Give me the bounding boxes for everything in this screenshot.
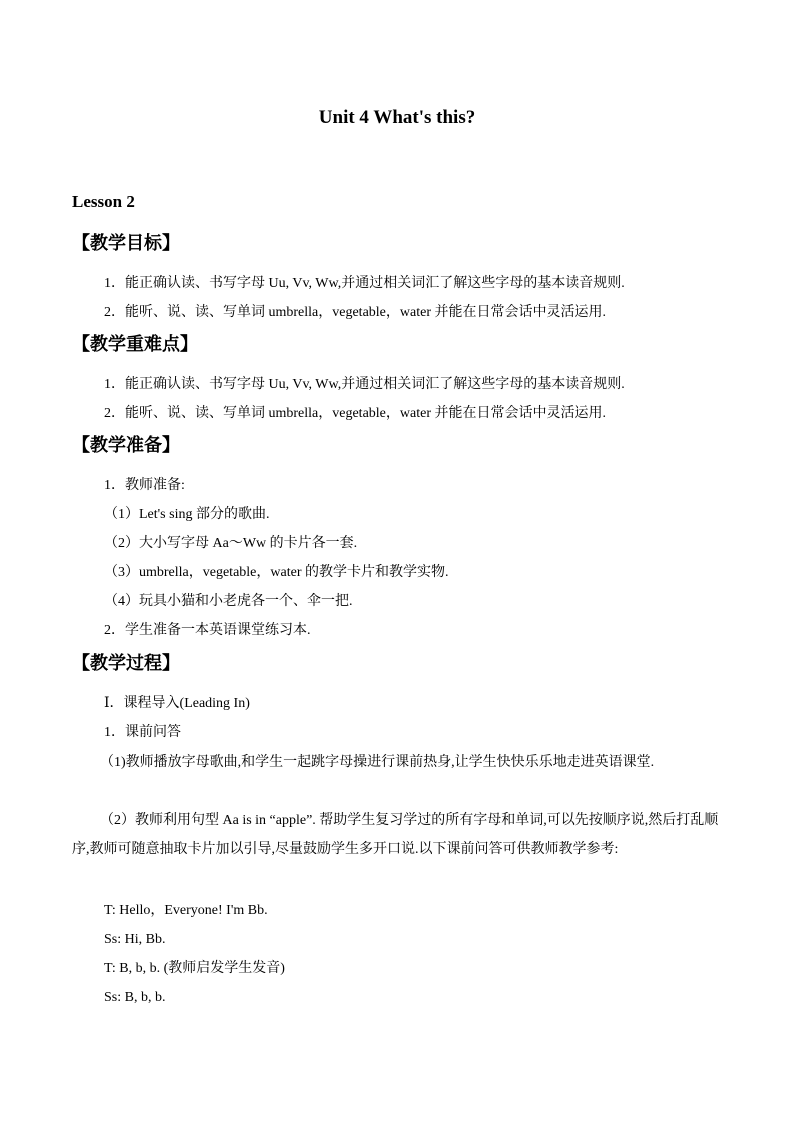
process-paragraph-2: （2）教师利用句型 Aa is in “apple”. 帮助学生复习学过的所有字母和单词,可以先按顺序说,然后打乱顺序,教师可随意抽取卡片加以引导,尽量鼓励学生多开口说.以下课前问答可供教师教学参考:: [72, 813, 719, 857]
dialogue-line-2: Ss: Hi, Bb.: [104, 932, 166, 947]
preparation-item-5: （4）玩具小猫和小老虎各一个、伞一把.: [104, 594, 353, 609]
objectives-heading: 【教学目标】: [72, 233, 180, 254]
preparation-heading: 【教学准备】: [72, 435, 180, 456]
dialogue-line-1: T: Hello，Everyone! I'm Bb.: [104, 903, 268, 918]
preparation-item-4: （3）umbrella，vegetable，water 的教学卡片和教学实物.: [104, 565, 449, 580]
preparation-item-1: 1．教师准备:: [104, 478, 185, 493]
dialogue-line-4: Ss: B, b, b.: [104, 990, 166, 1005]
process-paragraph-1: （1)教师播放字母歌曲,和学生一起跳字母操进行课前热身,让学生快快乐乐地走进英语课堂.: [100, 755, 655, 770]
dialogue-line-3: T: B, b, b. (教师启发学生发音): [104, 961, 285, 976]
preparation-item-2: （1）Let's sing 部分的歌曲.: [104, 507, 270, 522]
key-points-item-2: 2．能听、说、读、写单词 umbrella，vegetable，water 并能在日常会话中灵活运用.: [104, 406, 606, 421]
lesson-label: Lesson 2: [72, 192, 135, 211]
key-points-item-1: 1．能正确认读、书写字母 Uu, Vv, Ww,并通过相关词汇了解这些字母的基本读音规则.: [104, 377, 625, 392]
preparation-item-6: 2．学生准备一本英语课堂练习本.: [104, 623, 311, 638]
process-sub-title: 1．课前问答: [104, 725, 181, 740]
key-points-heading: 【教学重难点】: [72, 334, 198, 355]
process-heading: 【教学过程】: [72, 653, 180, 674]
preparation-item-3: （2）大小写字母 Aa～Ww 的卡片各一套.: [104, 536, 358, 551]
process-step-title: Ⅰ．课程导入(Leading In): [104, 696, 250, 711]
objectives-item-1: 1．能正确认读、书写字母 Uu, Vv, Ww,并通过相关词汇了解这些字母的基本读音规则.: [104, 276, 625, 291]
document-title: Unit 4 What's this?: [318, 107, 476, 128]
objectives-item-2: 2．能听、说、读、写单词 umbrella，vegetable，water 并能在日常会话中灵活运用.: [104, 305, 606, 320]
